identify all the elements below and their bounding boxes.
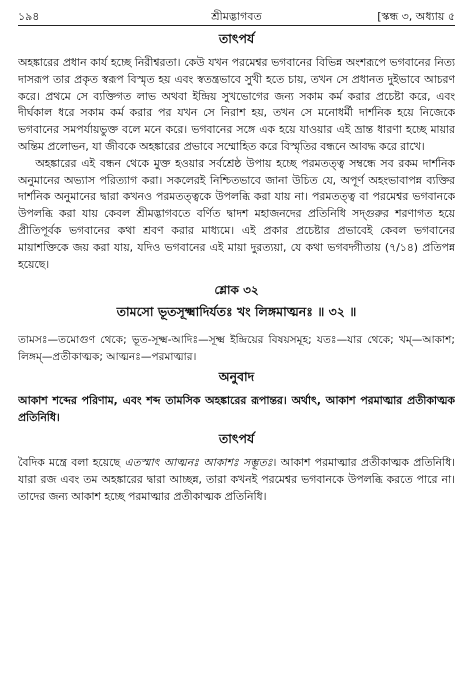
page-number: ১৯৪	[18, 10, 40, 23]
translation-text: আকাশ শব্দের পরিণাম, এবং শব্দ তামসিক অহঙ্কারের রূপান্তর। অর্থাৎ, আকাশ পরমাত্মার প্রতীকাত্মক প্রতিনিধি।	[18, 394, 455, 425]
purport-paragraph-1: অহঙ্কারের প্রধান কার্য হচ্ছে নিরীশ্বরতা। কেউ যখন পরমেশ্বর ভগবানের বিভিন্ন অংশরূপে ভগবানের নিত্য দাসরূপ তার প্রকৃত স্বরূপ বিস্মৃত হয় এবং স্বতন্ত্রভাবে সুখী হতে চায়, তখন সে প্রধানত দুইভাবে আচরণ করে। প্রথমে সে ব্যক্তিগত লাভ অথবা ইন্দ্রিয় সুখভোগের জন্য সকাম কর্ম করার প্রচেষ্টা করে, এবং দীর্ঘকাল ধরে সকাম কর্ম করার পর যখন সে নিরাশ হয়, তখন সে মনোধর্মী দার্শনিক হয়ে নিজেকে ভগবানের সমপর্যায়ভুক্ত বলে মনে করে। ভগবানের সঙ্গে এক হয়ে যাওয়ার এই ভ্রান্ত ধারণা হচ্ছে মায়ার অন্তিম প্রলোভন, যা জীবকে অহঙ্কারের প্রভাবে সম্মোহিত করে বিস্মৃতির বন্ধনে আবদ্ধ করে রাখে।	[18, 56, 455, 153]
chapter-reference: [স্কন্ধ ৩, অধ্যায় ৫	[377, 10, 455, 23]
page-header	[18, 8, 455, 24]
verse-number: শ্লোক ৩২	[214, 283, 259, 298]
purport-paragraph-3	[18, 455, 455, 505]
header-divider	[18, 25, 455, 26]
page-body	[18, 27, 455, 687]
translation-heading: অনুবাদ	[218, 369, 255, 385]
purport-lead: বৈদিক মন্ত্রে বলা হয়েছে	[18, 455, 125, 469]
word-meanings: তামসঃ—তমোগুণ থেকে; ভূত-সূক্ষ্ম-আদিঃ—সূক্ষ্ম ইন্দ্রিয়ের বিষয়সমূহ; যতঃ—যার থেকে; খম্—আকাশ; লিঙ্গম্—প্রতীকাত্মক; আত্মনঃ—পরমাত্মার।	[18, 334, 455, 363]
vedic-quote: এতস্মাৎ আত্মনঃ আকাশঃ সম্ভূতঃ	[124, 455, 273, 469]
purport-heading-2: তাৎপর্য	[218, 430, 255, 446]
verse-text: তামসো ভূতসূক্ষ্মাদির্যতঃ খং লিঙ্গমাত্মনঃ ॥ ৩২ ॥	[116, 304, 357, 320]
purport-heading: তাৎপর্য	[218, 31, 255, 46]
purport-paragraph-2: অহঙ্কারের এই বন্ধন থেকে মুক্ত হওয়ার সর্বশ্রেষ্ঠ উপায় হচ্ছে পরমতত্ত্ব সম্বন্ধে সব রকম দার্শনিক অনুমানের অভ্যাস পরিত্যাগ করা। সকলেরই নিশ্চিতভাবে জানা উচিত যে, অপূর্ণ অহংভাবাপন্ন ব্যক্তির দার্শনিক অনুমানের দ্বারা কখনও পরমতত্ত্বকে উপলব্ধি করা যায় না। পরমতত্ত্ব বা পরমেশ্বর ভগবানকে উপলব্ধি করা যায় কেবল শ্রীমদ্ভাগবতে বর্ণিত দ্বাদশ মহাজনদের প্রতিনিধি সদ্গুরুর শরণাগত হয়ে প্রীতিপূর্বক ভগবানের কথা শ্রবণ করার মাধ্যমে। এই প্রকার প্রচেষ্টার প্রভাবেই কেবল ভগবানের মায়াশক্তিকে জয় করা যায়, যদিও ভগবানের এই মায়া দুরত্যয়া, যে কথা ভগবদ্গীতায় (৭/১৪) প্রতিপন্ন হয়েছে।	[18, 156, 455, 271]
purport-rest: । আকাশ পরমাত্মার প্রতীকাত্মক প্রতিনিধি। যারা রজ এবং তম অহঙ্কারের দ্বারা আচ্ছন্ন, তারা কখনই পরমেশ্বর ভগবানকে উপলব্ধি করতে পারে না। তাদের জন্য আকাশ হচ্ছে পরমাত্মার প্রতীকাত্মক প্রতিনিধি।	[18, 455, 455, 503]
book-title: শ্রীমদ্ভাগবত	[211, 10, 262, 23]
